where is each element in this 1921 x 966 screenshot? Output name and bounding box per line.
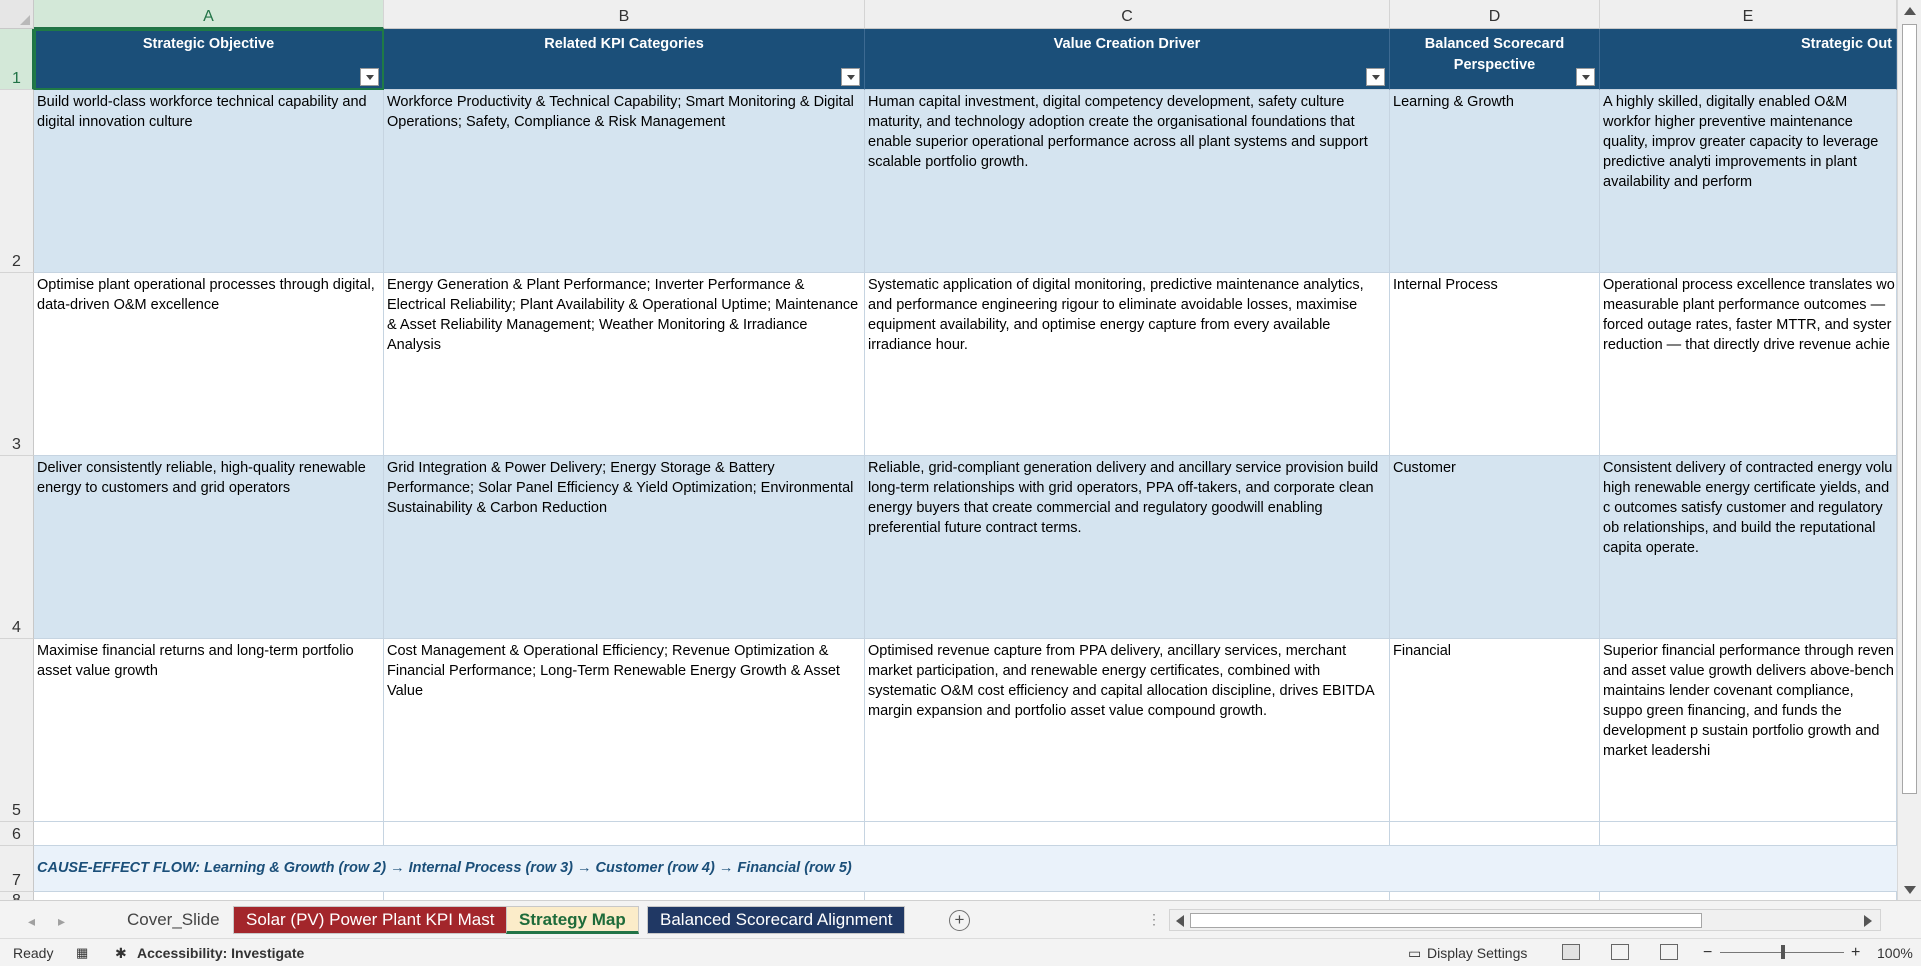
filter-dropdown-icon[interactable]	[1576, 68, 1595, 86]
tab-balanced-scorecard-alignment[interactable]: Balanced Scorecard Alignment	[647, 906, 905, 934]
horizontal-scroll-thumb[interactable]	[1190, 913, 1702, 928]
tab-solar-pv-kpi-master[interactable]: Solar (PV) Power Plant KPI Mast	[233, 906, 507, 934]
cell-a6[interactable]	[34, 822, 384, 846]
scroll-left-arrow-icon[interactable]	[1176, 915, 1184, 927]
zoom-in-button[interactable]: +	[1851, 944, 1861, 961]
cell-c3[interactable]: Systematic application of digital monitoring, predictive maintenance analytics, and performance engineering rigour to eliminate avoidable losses, maximise equipment availability, and optimise energy capture from every available irradiance hour.	[865, 273, 1390, 456]
filter-dropdown-icon[interactable]	[1366, 68, 1385, 86]
row-header-6[interactable]: 6	[0, 822, 34, 846]
cell-e6[interactable]	[1600, 822, 1897, 846]
cell-e5[interactable]: Superior financial performance through reven and asset value growth delivers above-bench maintains lender covenant compliance, suppo green financing, and funds the development p sustain portfolio growth and market leadershi	[1600, 639, 1897, 822]
cell-a5[interactable]: Maximise financial returns and long-term portfolio asset value growth	[34, 639, 384, 822]
zoom-level[interactable]: 100%	[1877, 945, 1913, 961]
column-header-a[interactable]: A	[34, 0, 384, 29]
row-header-7[interactable]: 7	[0, 846, 34, 892]
status-ready: Ready	[13, 945, 54, 961]
cell-c4[interactable]: Reliable, grid-compliant generation delivery and ancillary service provision build long-term relationships with grid operators, PPA off-takers, and corporate clean energy buyers that create commercial and regulatory goodwill enabling preferential future contract terms.	[865, 456, 1390, 639]
header-cell-strategic-outcome[interactable]: Strategic Out	[1600, 29, 1897, 90]
page-break-preview-icon[interactable]	[1660, 944, 1678, 960]
display-settings-icon[interactable]: ▭	[1408, 945, 1422, 961]
filter-dropdown-icon[interactable]	[841, 68, 860, 86]
select-all-triangle-icon	[20, 15, 30, 25]
cell-e3[interactable]: Operational process excellence translates wo measurable plant performance outcomes — forced outage rates, faster MTTR, and syster reduction — that directly drive revenue achie	[1600, 273, 1897, 456]
cell-d2[interactable]: Learning & Growth	[1390, 90, 1600, 273]
cell-d4[interactable]: Customer	[1390, 456, 1600, 639]
accessibility-status[interactable]: Accessibility: Investigate	[137, 945, 305, 961]
scroll-up-arrow-icon[interactable]	[1904, 7, 1916, 15]
cell-b4[interactable]: Grid Integration & Power Delivery; Energy Storage & Battery Performance; Solar Panel Efficiency & Yield Optimization; Environmental Sustainability & Carbon Reduction	[384, 456, 865, 639]
filter-dropdown-icon[interactable]	[360, 68, 379, 86]
row-header-2[interactable]: 2	[0, 90, 34, 273]
normal-view-icon[interactable]	[1562, 944, 1580, 960]
cell-c5[interactable]: Optimised revenue capture from PPA delivery, ancillary services, merchant market participation, and renewable energy certificates, combined with systematic O&M cost efficiency and capital allocation discipline, drives EBITDA margin expansion and portfolio asset value compound growth.	[865, 639, 1390, 822]
cell-a2[interactable]: Build world-class workforce technical capability and digital innovation culture	[34, 90, 384, 273]
splitter-handle-icon[interactable]: ⋮	[1147, 911, 1161, 927]
tab-strategy-map[interactable]: Strategy Map	[506, 906, 639, 934]
add-sheet-icon[interactable]: +	[949, 910, 970, 931]
cell-e2[interactable]: A highly skilled, digitally enabled O&M workfor higher preventive maintenance quality, improv greater capacity to leverage predictive analyti improvements in plant availability and perform	[1600, 90, 1897, 273]
header-cell-value-creation-driver[interactable]: Value Creation Driver	[865, 29, 1390, 90]
tab-scroll-left-icon[interactable]: ◂	[28, 913, 36, 929]
macro-recording-icon[interactable]: ▦	[76, 945, 89, 960]
row-header-5[interactable]: 5	[0, 639, 34, 822]
row-header-3[interactable]: 3	[0, 273, 34, 456]
cell-a4[interactable]: Deliver consistently reliable, high-quality renewable energy to customers and grid operators	[34, 456, 384, 639]
header-cell-balanced-scorecard-perspective[interactable]: Balanced Scorecard Perspective	[1390, 29, 1600, 90]
zoom-out-button[interactable]: −	[1703, 944, 1713, 961]
column-header-e[interactable]: E	[1600, 0, 1897, 29]
cell-c2[interactable]: Human capital investment, digital competency development, safety culture maturity, and technology adoption create the organisational foundations that enable superior operational performance across all plant systems and support scalable portfolio growth.	[865, 90, 1390, 273]
tab-cover-slide[interactable]: Cover_Slide	[114, 906, 233, 934]
tab-scroll-right-icon[interactable]: ▸	[58, 913, 66, 929]
scroll-right-arrow-icon[interactable]	[1864, 915, 1872, 927]
select-all-corner[interactable]	[0, 0, 34, 29]
row-header-1[interactable]: 1	[0, 29, 34, 90]
status-bar	[0, 938, 1921, 966]
header-cell-related-kpi-categories[interactable]: Related KPI Categories	[384, 29, 865, 90]
scroll-down-arrow-icon[interactable]	[1904, 886, 1916, 894]
cell-b3[interactable]: Energy Generation & Plant Performance; Inverter Performance & Electrical Reliability; Plant Availability & Operational Uptime; Maintenance & Asset Reliability Management; Weather Monitoring & Irradiance Analysis	[384, 273, 865, 456]
horizontal-scrollbar[interactable]	[1169, 909, 1881, 931]
zoom-slider-thumb[interactable]	[1781, 945, 1785, 959]
column-header-b[interactable]: B	[384, 0, 865, 29]
header-cell-strategic-objective[interactable]: Strategic Objective	[34, 29, 384, 90]
cell-e4[interactable]: Consistent delivery of contracted energy volu high renewable energy certificate yields, and c outcomes satisfy customer and regulatory ob relationships, and build the reputational capita operate.	[1600, 456, 1897, 639]
cell-c6[interactable]	[865, 822, 1390, 846]
vertical-scrollbar[interactable]	[1897, 0, 1921, 900]
vertical-scroll-thumb[interactable]	[1902, 24, 1917, 794]
sheet-tab-bar	[0, 900, 1921, 938]
cell-b5[interactable]: Cost Management & Operational Efficiency; Revenue Optimization & Financial Performance; Long-Term Renewable Energy Growth & Asset Value	[384, 639, 865, 822]
cell-d5[interactable]: Financial	[1390, 639, 1600, 822]
row-header-4[interactable]: 4	[0, 456, 34, 639]
cell-d6[interactable]	[1390, 822, 1600, 846]
cell-d3[interactable]: Internal Process	[1390, 273, 1600, 456]
cell-b6[interactable]	[384, 822, 865, 846]
accessibility-icon[interactable]: ✱	[115, 945, 127, 961]
display-settings[interactable]: Display Settings	[1427, 945, 1528, 961]
column-header-c[interactable]: C	[865, 0, 1390, 29]
page-layout-view-icon[interactable]	[1611, 944, 1629, 960]
cell-b2[interactable]: Workforce Productivity & Technical Capability; Smart Monitoring & Digital Operations; Safety, Compliance & Risk Management	[384, 90, 865, 273]
column-header-d[interactable]: D	[1390, 0, 1600, 29]
cell-a3[interactable]: Optimise plant operational processes through digital, data-driven O&M excellence	[34, 273, 384, 456]
cause-effect-flow-note[interactable]: CAUSE-EFFECT FLOW: Learning & Growth (row 2) → Internal Process (row 3) → Customer (row 4) → Financial (row 5)	[34, 846, 1897, 892]
